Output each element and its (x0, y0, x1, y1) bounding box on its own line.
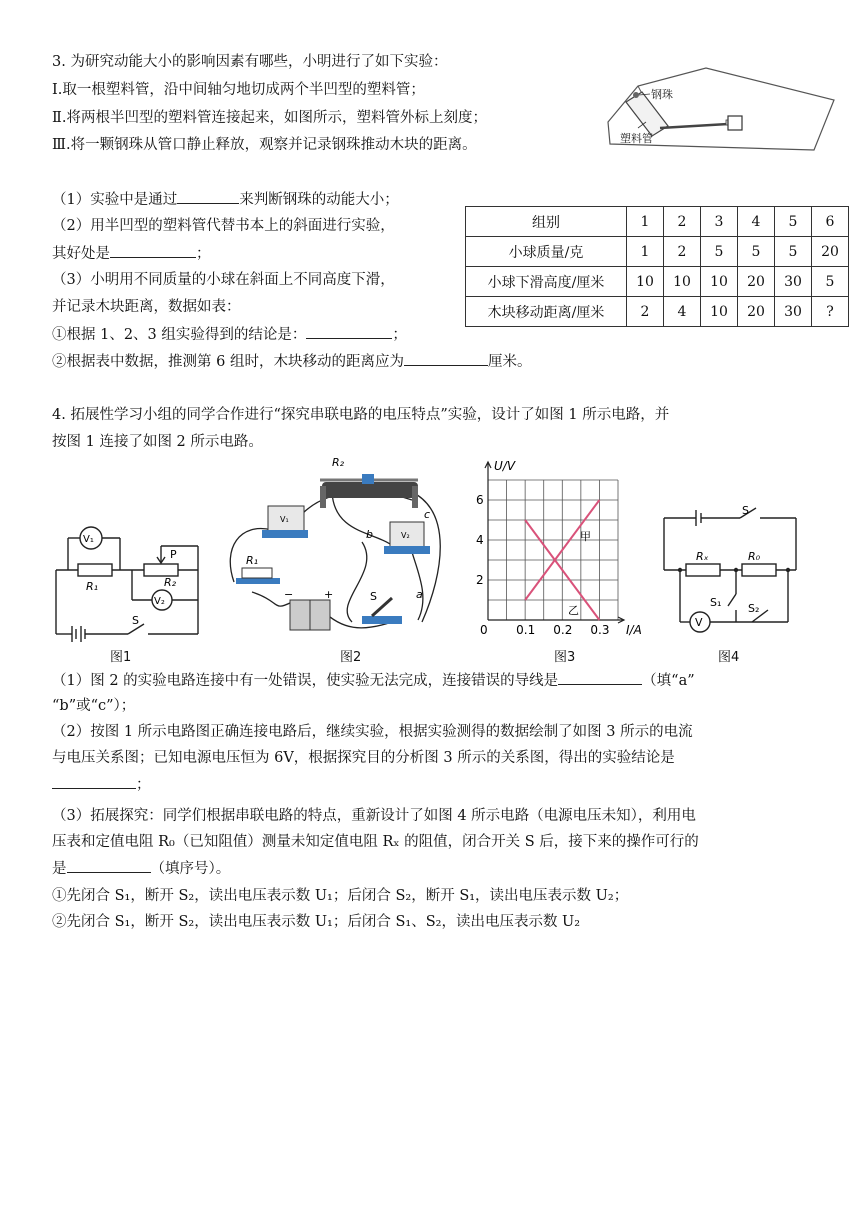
fig1-r1-label: R₁ (86, 580, 99, 593)
fig2-v1-label: V₁ (280, 515, 289, 524)
fig2-a-label: a (416, 588, 423, 601)
answer-blank[interactable] (558, 670, 642, 685)
fig2-r1-label: R₁ (246, 554, 259, 567)
fig2-plus-label: + (324, 588, 334, 601)
fig1-v2-label: V₂ (154, 596, 165, 607)
steel-ball (633, 92, 639, 98)
data-table (465, 206, 849, 327)
q3-line-2: Ⅰ.取一根塑料管，沿中间轴匀地切成两个半凹型的塑料管； (52, 82, 425, 98)
fig1-r2-label: R₂ (164, 576, 177, 589)
q4-sub3-c: 是 （填序号）。 (52, 858, 230, 879)
table-row: 小球下滑高度/厘米 10 10 10 20 30 5 (466, 267, 849, 297)
q3-sub3-c: ①根据 1、2、3 组实验得到的结论是： ； (52, 324, 407, 345)
table-row: 小球质量/克 1 2 5 5 5 20 (466, 237, 849, 267)
q4-intro-a: 4. 拓展性学习小组的同学合作进行“探究串联电路的电压特点”实验，设计了如图 1 所示电路，并 (52, 407, 670, 423)
q3-line-4: Ⅲ.将一颗钢珠从管口静止释放，观察并记录钢珠推动木块的距离。 (52, 137, 477, 153)
q4-sub3-a: （3）拓展探究：同学们根据串联电路的特点，重新设计了如图 4 所示电路（电源电压未知），利用电 (52, 808, 696, 824)
q4-sub2-c: ； (52, 774, 151, 795)
y-tick-label: 4 (476, 533, 484, 547)
series-label-yi: 乙 (568, 604, 579, 617)
x-tick-label: 0.3 (590, 623, 610, 637)
answer-blank[interactable] (177, 189, 239, 204)
fig2-r2-label: R₂ (332, 456, 345, 469)
q4-option-1: ①先闭合 S₁，断开 S₂，读出电压表示数 U₁；后闭合 S₂，断开 S₁，读出电压表示数 U₂； (52, 888, 629, 904)
fig4-s-label: S (742, 506, 749, 517)
q3-line-3: Ⅱ.将两根半凹型的塑料管连接起来，如图所示，塑料管外标上刻度； (52, 110, 487, 126)
q3-line-1: 3. 为研究动能大小的影响因素有哪些，小明进行了如下实验： (52, 54, 448, 70)
q4-sub1-b: “b”或“c”）； (52, 698, 136, 714)
fig2-s-label: S (370, 590, 377, 603)
q3-sub2-b: 其好处是 ； (52, 243, 211, 264)
answer-blank[interactable] (67, 858, 151, 873)
fig4-v-label: V (695, 616, 703, 629)
q4-sub1: （1）图 2 的实验电路连接中有一处错误，使实验无法完成，连接错误的导线是 （填“a” (52, 670, 695, 691)
fig1-v1-label: V₁ (83, 534, 94, 545)
table-header-row: 组别 1 2 3 4 5 6 (466, 207, 849, 237)
q3-sub3-b: 并记录木块距离，数据如表： (52, 299, 241, 315)
fig1-s-label: S (132, 614, 139, 627)
answer-blank[interactable] (306, 324, 392, 339)
fig1-p-label: P (170, 548, 177, 561)
ball-label: 钢珠 (651, 88, 673, 101)
q4-intro-b: 按图 1 连接了如图 2 所示电路。 (52, 434, 263, 450)
q4-sub3-b: 压表和定值电阻 R₀（已知阻值）测量未知定值电阻 Rₓ 的阻值，闭合开关 S 后，接下来的操作可行的 (52, 834, 699, 850)
incline-figure (598, 66, 843, 162)
fig4-s2-label: S₂ (748, 602, 760, 615)
fig4-rx-label: Rₓ (696, 550, 709, 563)
answer-blank[interactable] (52, 774, 136, 789)
fig4-r0-label: R₀ (748, 550, 761, 563)
x-axis-label: I/A (626, 623, 642, 637)
figure-4-circuit (656, 506, 808, 640)
rheostat (322, 482, 418, 498)
origin-label: 0 (480, 623, 488, 637)
x-tick-label: 0.2 (553, 623, 573, 637)
q4-sub2-b: 与电压关系图；已知电源电压恒为 6V，根据探究目的分析图 3 所示的关系图，得出的实验结论是 (52, 750, 675, 766)
x-tick-label: 0.1 (516, 623, 536, 637)
y-tick-label: 2 (476, 573, 484, 587)
y-tick-label: 6 (476, 493, 484, 507)
fig2-v2-label: V₂ (401, 531, 410, 540)
fig2-b-label: b (366, 528, 373, 541)
figure-1-circuit (48, 520, 208, 642)
q4-sub2-a: （2）按图 1 所示电路图正确连接电路后，继续实验，根据实验测得的数据绘制了如图 3 所示的电流 (52, 724, 693, 740)
figure-3-caption: 图3 (554, 650, 576, 665)
figure-2-caption: 图2 (340, 650, 362, 665)
q4-option-2: ②先闭合 S₁，断开 S₂，读出电压表示数 U₁；后闭合 S₁、S₂，读出电压表示数 U₂ (52, 914, 581, 930)
figure-2-apparatus (212, 452, 452, 642)
q3-sub2-a: （2）用半凹型的塑料管代替书本上的斜面进行实验， (52, 218, 395, 234)
figure-3-chart (468, 456, 658, 640)
series-label-jia: 甲 (580, 530, 591, 543)
y-axis-label: U/V (494, 459, 516, 473)
figure-4-caption: 图4 (718, 650, 740, 665)
answer-blank[interactable] (404, 351, 488, 366)
q3-sub3-d: ②根据表中数据，推测第 6 组时，木块移动的距离应为 厘米。 (52, 351, 531, 372)
q3-sub1: （1）实验中是通过 来判断钢珠的动能大小； (52, 189, 399, 210)
wood-block (728, 116, 742, 130)
fig2-minus-label: − (284, 588, 294, 601)
tube-label: 塑料管 (620, 132, 653, 145)
q3-sub3-a: （3）小明用不同质量的小球在斜面上不同高度下滑， (52, 272, 395, 288)
fig4-s1-label: S₁ (710, 596, 722, 609)
figure-1-caption: 图1 (110, 650, 132, 665)
answer-blank[interactable] (110, 243, 196, 258)
table-row: 木块移动距离/厘米 2 4 10 20 30 ? (466, 297, 849, 327)
fig2-c-label: c (424, 508, 431, 521)
